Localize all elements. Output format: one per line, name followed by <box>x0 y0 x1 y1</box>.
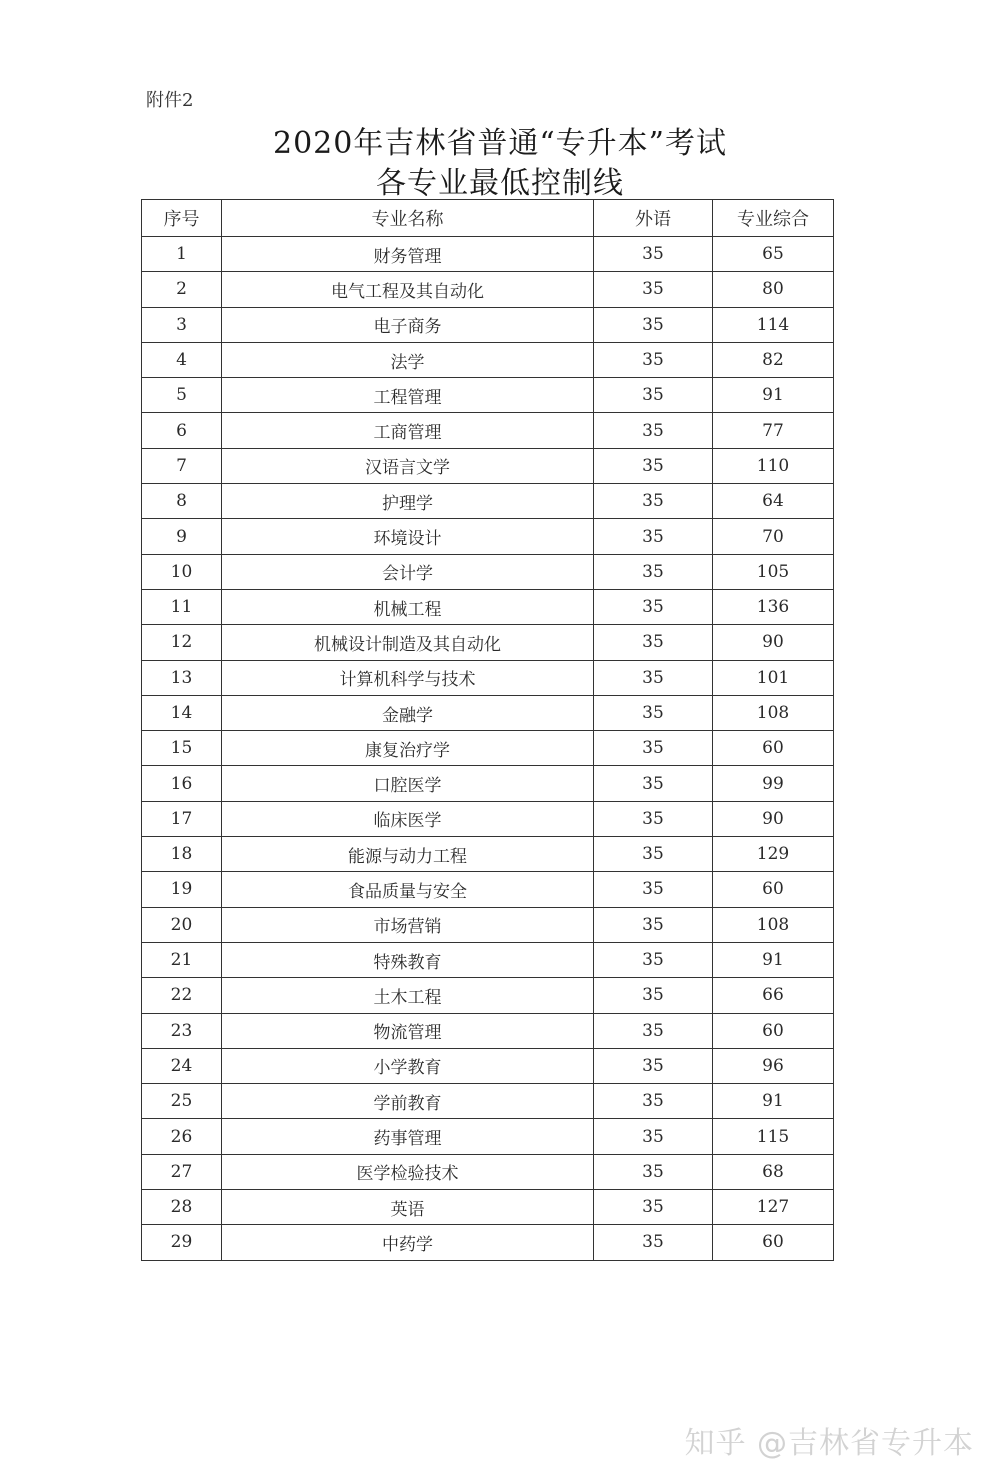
table-row <box>142 766 834 801</box>
foreign-language-score: 35 <box>594 554 713 589</box>
table-row <box>142 660 834 695</box>
major-name: 金融学 <box>222 695 594 730</box>
row-index: 19 <box>142 872 222 907</box>
major-name: 口腔医学 <box>222 766 594 801</box>
foreign-language-score: 35 <box>594 448 713 483</box>
foreign-language-score: 35 <box>594 978 713 1013</box>
major-comprehensive-score: 96 <box>713 1048 834 1083</box>
row-index: 7 <box>142 448 222 483</box>
foreign-language-score: 35 <box>594 272 713 307</box>
major-name: 小学教育 <box>222 1048 594 1083</box>
major-name: 英语 <box>222 1190 594 1225</box>
foreign-language-score: 35 <box>594 378 713 413</box>
row-index: 25 <box>142 1084 222 1119</box>
major-comprehensive-score: 115 <box>713 1119 834 1154</box>
major-name: 会计学 <box>222 554 594 589</box>
major-comprehensive-score: 129 <box>713 837 834 872</box>
attachment-label: 附件2 <box>146 90 194 111</box>
table-row <box>142 731 834 766</box>
foreign-language-score: 35 <box>594 1225 713 1260</box>
major-name: 医学检验技术 <box>222 1154 594 1189</box>
major-name: 临床医学 <box>222 801 594 836</box>
foreign-language-score: 35 <box>594 1048 713 1083</box>
table-row <box>142 978 834 1013</box>
table-row <box>142 1225 834 1260</box>
row-index: 28 <box>142 1190 222 1225</box>
major-name: 康复治疗学 <box>222 731 594 766</box>
table-row <box>142 942 834 977</box>
major-comprehensive-score: 136 <box>713 589 834 624</box>
row-index: 11 <box>142 589 222 624</box>
major-comprehensive-score: 91 <box>713 378 834 413</box>
major-comprehensive-score: 90 <box>713 625 834 660</box>
row-index: 29 <box>142 1225 222 1260</box>
row-index: 18 <box>142 837 222 872</box>
major-name: 工程管理 <box>222 378 594 413</box>
major-comprehensive-score: 80 <box>713 272 834 307</box>
row-index: 24 <box>142 1048 222 1083</box>
table-row <box>142 1048 834 1083</box>
row-index: 21 <box>142 942 222 977</box>
major-comprehensive-score: 65 <box>713 237 834 272</box>
row-index: 22 <box>142 978 222 1013</box>
major-name: 工商管理 <box>222 413 594 448</box>
document-subtitle: 各专业最低控制线 <box>376 166 624 201</box>
table-row <box>142 554 834 589</box>
major-comprehensive-score: 101 <box>713 660 834 695</box>
major-comprehensive-score: 60 <box>713 872 834 907</box>
table-row <box>142 519 834 554</box>
foreign-language-score: 35 <box>594 907 713 942</box>
header-index: 序号 <box>142 200 222 237</box>
foreign-language-score: 35 <box>594 625 713 660</box>
table-row <box>142 448 834 483</box>
row-index: 16 <box>142 766 222 801</box>
row-index: 4 <box>142 342 222 377</box>
major-name: 环境设计 <box>222 519 594 554</box>
major-comprehensive-score: 68 <box>713 1154 834 1189</box>
table-row <box>142 1084 834 1119</box>
major-name: 药事管理 <box>222 1119 594 1154</box>
table-row <box>142 1190 834 1225</box>
major-comprehensive-score: 91 <box>713 942 834 977</box>
table-row <box>142 695 834 730</box>
row-index: 17 <box>142 801 222 836</box>
major-comprehensive-score: 127 <box>713 1190 834 1225</box>
major-name: 机械工程 <box>222 589 594 624</box>
major-name: 中药学 <box>222 1225 594 1260</box>
major-name: 学前教育 <box>222 1084 594 1119</box>
foreign-language-score: 35 <box>594 1119 713 1154</box>
major-name: 市场营销 <box>222 907 594 942</box>
foreign-language-score: 35 <box>594 1084 713 1119</box>
foreign-language-score: 35 <box>594 837 713 872</box>
foreign-language-score: 35 <box>594 766 713 801</box>
major-name: 电气工程及其自动化 <box>222 272 594 307</box>
document-title: 2020年吉林省普通“专升本”考试 <box>272 126 728 161</box>
foreign-language-score: 35 <box>594 1013 713 1048</box>
foreign-language-score: 35 <box>594 872 713 907</box>
major-name: 特殊教育 <box>222 942 594 977</box>
major-comprehensive-score: 110 <box>713 448 834 483</box>
table-row <box>142 1154 834 1189</box>
foreign-language-score: 35 <box>594 801 713 836</box>
table-row <box>142 1119 834 1154</box>
table-row <box>142 307 834 342</box>
major-comprehensive-score: 90 <box>713 801 834 836</box>
table-row <box>142 272 834 307</box>
row-index: 10 <box>142 554 222 589</box>
table-row <box>142 907 834 942</box>
table-header-row <box>142 200 834 237</box>
row-index: 3 <box>142 307 222 342</box>
major-comprehensive-score: 64 <box>713 484 834 519</box>
foreign-language-score: 35 <box>594 413 713 448</box>
table-row <box>142 625 834 660</box>
control-line-table <box>141 199 834 1261</box>
row-index: 26 <box>142 1119 222 1154</box>
major-comprehensive-score: 82 <box>713 342 834 377</box>
major-name: 法学 <box>222 342 594 377</box>
table-row <box>142 237 834 272</box>
major-comprehensive-score: 108 <box>713 907 834 942</box>
table-row <box>142 837 834 872</box>
table-row <box>142 589 834 624</box>
major-name: 土木工程 <box>222 978 594 1013</box>
major-name: 物流管理 <box>222 1013 594 1048</box>
row-index: 8 <box>142 484 222 519</box>
row-index: 13 <box>142 660 222 695</box>
row-index: 5 <box>142 378 222 413</box>
major-name: 食品质量与安全 <box>222 872 594 907</box>
foreign-language-score: 35 <box>594 942 713 977</box>
foreign-language-score: 35 <box>594 307 713 342</box>
header-major-comprehensive: 专业综合 <box>713 200 834 237</box>
major-name: 计算机科学与技术 <box>222 660 594 695</box>
major-name: 汉语言文学 <box>222 448 594 483</box>
foreign-language-score: 35 <box>594 484 713 519</box>
foreign-language-score: 35 <box>594 589 713 624</box>
foreign-language-score: 35 <box>594 342 713 377</box>
foreign-language-score: 35 <box>594 1190 713 1225</box>
table-row <box>142 484 834 519</box>
foreign-language-score: 35 <box>594 519 713 554</box>
foreign-language-score: 35 <box>594 695 713 730</box>
foreign-language-score: 35 <box>594 731 713 766</box>
watermark: 知乎 @吉林省专升本 <box>684 1426 974 1461</box>
major-comprehensive-score: 60 <box>713 1013 834 1048</box>
table-row <box>142 413 834 448</box>
row-index: 12 <box>142 625 222 660</box>
major-comprehensive-score: 108 <box>713 695 834 730</box>
major-comprehensive-score: 114 <box>713 307 834 342</box>
row-index: 27 <box>142 1154 222 1189</box>
row-index: 14 <box>142 695 222 730</box>
row-index: 9 <box>142 519 222 554</box>
major-comprehensive-score: 99 <box>713 766 834 801</box>
table-row <box>142 801 834 836</box>
major-comprehensive-score: 66 <box>713 978 834 1013</box>
table-row <box>142 872 834 907</box>
header-major-name: 专业名称 <box>222 200 594 237</box>
major-comprehensive-score: 105 <box>713 554 834 589</box>
row-index: 20 <box>142 907 222 942</box>
row-index: 15 <box>142 731 222 766</box>
foreign-language-score: 35 <box>594 1154 713 1189</box>
major-name: 能源与动力工程 <box>222 837 594 872</box>
row-index: 1 <box>142 237 222 272</box>
table-row <box>142 378 834 413</box>
table-row <box>142 342 834 377</box>
row-index: 23 <box>142 1013 222 1048</box>
major-name: 护理学 <box>222 484 594 519</box>
foreign-language-score: 35 <box>594 237 713 272</box>
major-name: 机械设计制造及其自动化 <box>222 625 594 660</box>
major-comprehensive-score: 60 <box>713 1225 834 1260</box>
foreign-language-score: 35 <box>594 660 713 695</box>
major-comprehensive-score: 60 <box>713 731 834 766</box>
header-foreign-language: 外语 <box>594 200 713 237</box>
major-name: 电子商务 <box>222 307 594 342</box>
major-comprehensive-score: 70 <box>713 519 834 554</box>
major-comprehensive-score: 77 <box>713 413 834 448</box>
row-index: 2 <box>142 272 222 307</box>
major-name: 财务管理 <box>222 237 594 272</box>
row-index: 6 <box>142 413 222 448</box>
major-comprehensive-score: 91 <box>713 1084 834 1119</box>
table-body <box>142 237 834 1261</box>
table-row <box>142 1013 834 1048</box>
